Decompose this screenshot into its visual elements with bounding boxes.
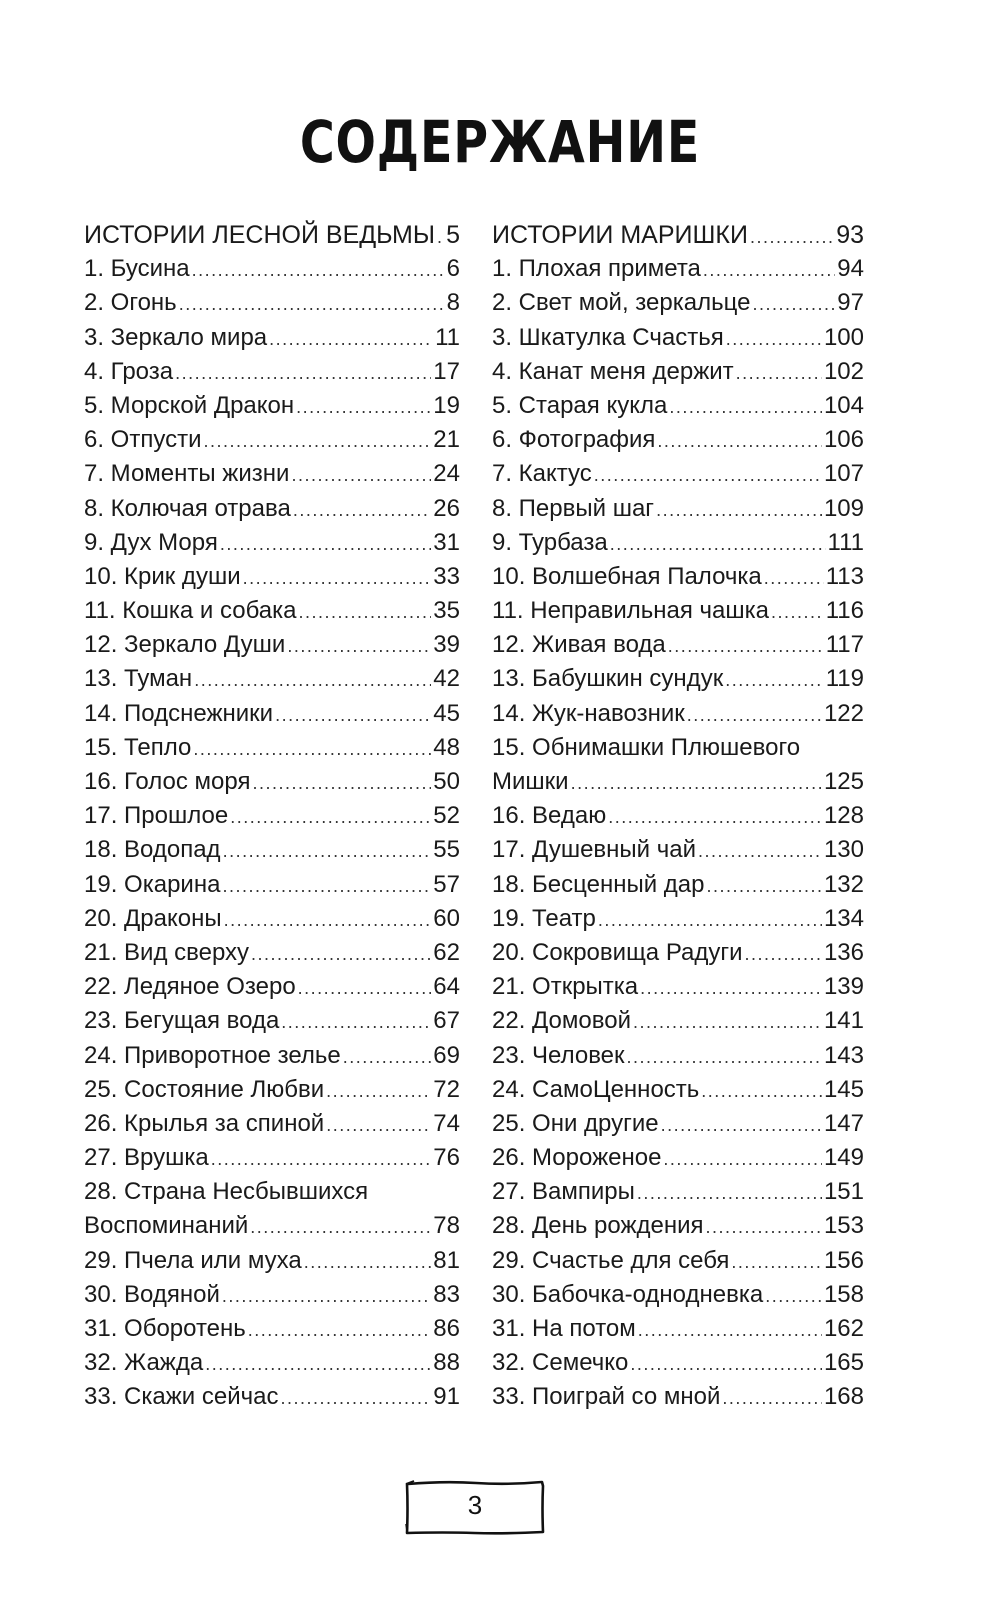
toc-entry[interactable] [84,731,460,765]
leader-dots [269,322,433,355]
page-ref: 94 [837,255,864,283]
leader-dots [248,1313,432,1346]
page-ref: 102 [823,357,864,385]
toc-entry[interactable] [84,389,460,423]
leader-dots [731,1245,822,1278]
page-ref: 119 [825,665,864,693]
page-ref: 78 [433,1212,460,1240]
page-ref: 158 [823,1280,864,1308]
leader-dots [637,1176,822,1209]
leader-dots [736,356,822,389]
leader-dots [668,629,824,662]
toc-entry[interactable] [492,765,864,799]
toc-entry[interactable] [84,970,460,1004]
entry-title: 21. Открытка [492,973,639,1001]
leader-dots [224,903,432,936]
toc-entry[interactable] [84,252,460,286]
toc-entry[interactable] [84,355,460,389]
toc-entry[interactable] [84,1278,460,1312]
page-ref: 168 [823,1383,864,1411]
toc-entry[interactable] [492,1209,864,1243]
leader-dots [687,698,822,731]
toc-entry[interactable] [492,355,864,389]
toc-entry[interactable] [84,1175,460,1209]
toc-entry[interactable] [492,1175,864,1209]
entry-title: 13. Бабушкин сундук [492,665,724,693]
page-ref: 48 [433,733,460,761]
leader-dots [326,1074,431,1107]
leader-dots [243,561,432,594]
toc-entry[interactable] [84,1107,460,1141]
leader-dots [661,1108,822,1141]
page-ref: 6 [446,255,460,283]
page-ref: 97 [837,289,864,317]
toc-entry[interactable] [492,1278,864,1312]
entry-title: 11. Неправильная чашка [492,597,770,625]
toc-entry[interactable] [492,868,864,902]
entry-title: 3. Шкатулка Счастья [492,323,724,351]
leader-dots [722,1381,822,1414]
page-ref: 52 [433,802,460,830]
entry-title: 29. Пчела или муха [84,1246,302,1274]
page-ref: 24 [433,460,460,488]
leader-dots [598,903,822,936]
entry-title: 31. На потом [492,1315,636,1342]
page-ref: 74 [433,1109,460,1137]
page-ref: 111 [827,528,864,556]
leader-dots [640,971,822,1004]
entry-title: 17. Прошлое [84,802,229,830]
page-ref: 125 [823,768,864,795]
toc-entry[interactable] [84,628,460,662]
entry-title: 4. Канат меня держит [492,357,734,385]
page-ref: 62 [433,938,460,966]
leader-dots [610,527,826,560]
leader-dots [203,424,431,457]
entry-title: 25. Они другие [492,1109,659,1137]
leader-dots [194,663,431,696]
toc-entry[interactable] [492,252,864,286]
page-ref: 55 [433,836,460,864]
toc-entry[interactable] [492,1312,864,1346]
entry-title: 33. Поиграй со мной [492,1383,721,1411]
page-ref: 91 [433,1383,460,1411]
leader-dots [437,220,444,252]
toc-entry[interactable] [492,731,864,765]
entry-title: 12. Зеркало Души [84,631,286,659]
leader-dots [765,1279,822,1312]
leader-dots [304,1245,432,1278]
toc-entry[interactable] [492,286,864,320]
entry-title: 7. Моменты жизни [84,460,290,488]
toc-entry[interactable] [492,970,864,1004]
leader-dots [326,1108,431,1141]
page-ref: 19 [433,391,460,419]
page-ref: 21 [433,426,460,454]
entry-title: 3. Зеркало мира [84,323,268,351]
entry-title: 9. Турбаза [492,528,608,556]
leader-dots [220,527,431,560]
page-ref: 116 [825,597,864,625]
leader-dots [287,629,431,662]
page-ref: 93 [836,221,864,249]
entry-title: 2. Свет мой, зеркальце [492,289,751,317]
toc-entry[interactable] [492,1039,864,1073]
page-ref: 69 [433,1041,460,1069]
leader-dots [251,937,431,970]
leader-dots [750,220,834,252]
toc-entry[interactable] [84,1380,460,1414]
toc-entry[interactable] [84,492,460,526]
toc-entry[interactable] [84,697,460,731]
toc-column-left [84,218,460,1415]
page-ref: 39 [433,631,460,659]
toc-entry[interactable] [84,526,460,560]
page-ref: 45 [433,699,460,727]
page-ref: 42 [433,665,460,693]
entry-title: 30. Бабочка-однодневка [492,1280,764,1308]
page-ref: 57 [433,870,460,898]
entry-title: 16. Голос моря [84,768,251,795]
toc-entry[interactable] [492,833,864,867]
leader-dots [205,1347,431,1380]
entry-title: 21. Вид сверху [84,938,250,966]
page-ref: 50 [433,768,460,795]
toc-entry[interactable] [492,526,864,560]
leader-dots [211,1142,432,1175]
leader-dots [752,287,835,320]
entry-title: 2. Огонь [84,289,177,317]
page-ref: 100 [823,323,864,351]
page-ref: 35 [433,597,460,625]
leader-dots [656,493,822,526]
page-ref: 134 [823,904,864,932]
page-title: СОДЕРЖАНИЕ [299,108,701,176]
entry-title: 23. Бегущая вода [84,1007,280,1035]
leader-dots [726,322,822,355]
page-ref: 136 [823,938,864,966]
page-ref: 26 [433,494,460,522]
page-ref: 113 [825,562,864,590]
toc-entry[interactable] [84,560,460,594]
toc-entry[interactable] [84,1073,460,1107]
entry-title: 8. Колючая отрава [84,494,291,522]
toc-entry[interactable] [84,1209,460,1243]
entry-title: 6. Отпусти [84,426,202,454]
entry-title: 28. Страна Несбывшихся [84,1178,369,1206]
entry-title: 8. Первый шаг [492,494,655,522]
page-ref: 141 [823,1007,864,1035]
leader-dots [193,732,431,765]
page-ref: 109 [823,494,864,522]
toc-entry[interactable] [84,1141,460,1175]
entry-title: 26. Крылья за спиной [84,1109,325,1137]
toc-entry[interactable] [84,321,460,355]
leader-dots [223,834,432,867]
leader-dots [571,766,822,799]
page-ref: 17 [433,357,460,385]
entry-title: 32. Семечко [492,1349,629,1377]
leader-dots [293,493,431,526]
page-ref: 67 [433,1007,460,1035]
page-ref: 11 [435,323,460,351]
leader-dots [764,561,824,594]
leader-dots [250,1210,431,1243]
entry-title: 18. Водопад [84,836,221,864]
page-ref: 60 [433,904,460,932]
page-ref: 147 [823,1109,864,1137]
toc-entry[interactable] [492,1380,864,1414]
entry-title: 9. Дух Моря [84,528,218,556]
page-number: 3 [467,1490,483,1520]
leader-dots [280,1381,431,1414]
toc-entry[interactable] [84,765,460,799]
entry-title: Мишки [492,768,569,795]
page-ref: 149 [823,1144,864,1172]
entry-title: 14. Жук-навозник [492,699,685,727]
entry-title: 15. Обнимашки Плюшевого [492,733,801,761]
leader-dots [252,766,431,799]
entry-title: 20. Драконы [84,904,222,932]
entry-title: 20. Сокровища Радуги [492,938,743,966]
leader-dots [230,800,431,833]
entry-title: 27. Врушка [84,1144,209,1172]
entry-title: 29. Счастье для себя [492,1246,730,1274]
toc-entry[interactable] [492,1141,864,1175]
page-ref: 83 [433,1280,460,1308]
entry-title: Воспоминаний [84,1212,249,1240]
leader-dots [638,1313,822,1346]
toc-entry[interactable] [492,1073,864,1107]
leader-dots [275,698,431,731]
leader-dots [633,1005,822,1038]
entry-title: 5. Старая кукла [492,391,668,419]
leader-dots [706,1210,822,1243]
entry-title: 10. Волшебная Палочка [492,562,762,590]
page-number-box [404,1478,546,1538]
entry-title: 24. СамоЦенность [492,1075,700,1103]
entry-title: 4. Гроза [84,357,174,385]
entry-title: 17. Душевный чай [492,836,696,864]
toc-entry[interactable] [492,1244,864,1278]
page-ref: 132 [823,870,864,898]
leader-dots [657,424,822,457]
leader-dots [594,458,822,491]
entry-title: 23. Человек [492,1041,625,1069]
toc-entry[interactable] [492,423,864,457]
leader-dots [192,253,445,286]
entry-title: 25. Состояние Любви [84,1075,325,1103]
page-ref: 64 [433,973,460,1001]
leader-dots [179,287,445,320]
page-ref: 8 [446,289,460,317]
leader-dots [627,1040,822,1073]
leader-dots [281,1005,431,1038]
leader-dots [698,834,822,867]
entry-title: 30. Водяной [84,1280,220,1308]
section-title: ИСТОРИИ МАРИШКИ [492,221,748,249]
leader-dots [701,1074,822,1107]
entry-title: 24. Приворотное зелье [84,1041,341,1069]
leader-dots [745,937,822,970]
page-ref: 145 [823,1075,864,1103]
entry-title: 22. Домовой [492,1007,631,1035]
entry-title: 1. Плохая примета [492,255,701,283]
toc-entry[interactable] [84,1039,460,1073]
toc-entry[interactable] [492,1107,864,1141]
toc-entry[interactable] [84,423,460,457]
entry-title: 1. Бусина [84,255,190,283]
entry-title: 18. Бесценный дар [492,870,705,898]
entry-title: 19. Театр [492,904,596,932]
page-ref: 72 [433,1075,460,1103]
leader-dots [291,458,431,491]
leader-dots [663,1142,822,1175]
entry-title: 22. Ледяное Озеро [84,973,296,1001]
entry-title: 33. Скажи сейчас [84,1383,279,1411]
leader-dots [222,869,431,902]
toc-entry[interactable] [492,628,864,662]
entry-title: 16. Ведаю [492,802,607,830]
leader-dots [343,1040,432,1073]
entry-title: 7. Кактус [492,460,592,488]
entry-title: 13. Туман [84,665,193,693]
toc-entry[interactable] [492,936,864,970]
toc-entry[interactable] [492,594,864,628]
entry-title: 5. Морской Дракон [84,391,295,419]
leader-dots [175,356,431,389]
toc-entry[interactable] [84,662,460,696]
toc-column-right [492,218,864,1415]
page-ref: 128 [823,802,864,830]
page-ref: 88 [433,1349,460,1377]
page-ref: 162 [823,1315,864,1342]
leader-dots [630,1347,822,1380]
toc-entry[interactable] [84,1312,460,1346]
toc-entry[interactable] [84,1346,460,1380]
toc-entry[interactable] [492,1346,864,1380]
page-ref: 122 [823,699,864,727]
toc-entry[interactable] [492,389,864,423]
page-ref: 86 [433,1315,460,1342]
toc-entry[interactable] [492,902,864,936]
entry-title: 19. Окарина [84,870,221,898]
page-ref: 153 [823,1212,864,1240]
entry-title: 32. Жажда [84,1349,204,1377]
section-title: ИСТОРИИ ЛЕСНОЙ ВЕДЬМЫ [84,221,435,249]
page-ref: 165 [823,1349,864,1377]
page-ref: 81 [433,1246,460,1274]
toc-entry[interactable] [84,1004,460,1038]
entry-title: 6. Фотография [492,426,656,454]
toc-entry[interactable] [84,902,460,936]
entry-title: 28. День рождения [492,1212,704,1240]
page-ref: 33 [433,562,460,590]
toc-entry[interactable] [84,457,460,491]
leader-dots [296,390,431,423]
toc-entry[interactable] [84,1244,460,1278]
page-ref: 130 [823,836,864,864]
leader-dots [669,390,822,423]
page-ref: 5 [446,221,460,249]
toc-entry[interactable] [84,936,460,970]
leader-dots [222,1279,431,1312]
entry-title: 26. Мороженое [492,1144,662,1172]
page-ref: 31 [433,528,460,556]
leader-dots [298,595,431,628]
page-ref: 156 [823,1246,864,1274]
leader-dots [706,869,821,902]
toc-entry[interactable] [84,594,460,628]
page-ref: 106 [823,426,864,454]
toc-entry[interactable] [492,799,864,833]
leader-dots [608,800,822,833]
section-header[interactable] [492,218,864,252]
page-ref: 143 [823,1041,864,1069]
page-ref: 117 [825,631,864,659]
page-ref: 76 [433,1144,460,1172]
entry-title: 10. Крик души [84,562,241,590]
toc-entry[interactable] [492,662,864,696]
page-ref: 104 [823,391,864,419]
toc-entry[interactable] [84,868,460,902]
leader-dots [725,663,824,696]
toc-entry[interactable] [492,560,864,594]
toc-entry[interactable] [492,1004,864,1038]
toc-entry[interactable] [84,286,460,320]
entry-title: 11. Кошка и собака [84,597,297,625]
leader-dots [703,253,835,286]
toc-entry[interactable] [84,799,460,833]
entry-title: 31. Оборотень [84,1315,246,1342]
entry-title: 27. Вампиры [492,1178,635,1206]
entry-title: 14. Подснежники [84,699,274,727]
page-ref: 107 [823,460,864,488]
leader-dots [298,971,432,1004]
leader-dots [771,595,824,628]
page-ref: 139 [823,973,864,1001]
page-ref: 151 [823,1178,864,1206]
entry-title: 12. Живая вода [492,631,666,659]
toc-entry[interactable] [492,457,864,491]
entry-title: 15. Тепло [84,733,192,761]
toc-entry[interactable] [84,833,460,867]
toc-entry[interactable] [492,321,864,355]
section-header[interactable] [84,218,460,252]
toc-entry[interactable] [492,492,864,526]
toc-entry[interactable] [492,697,864,731]
